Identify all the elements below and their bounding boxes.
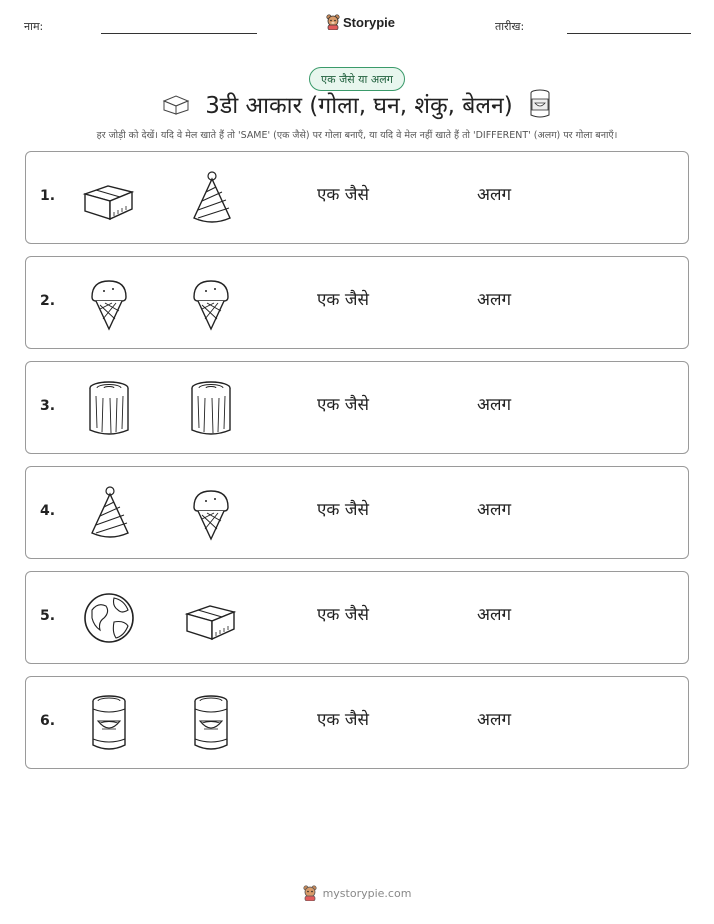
brand-name: Storypie xyxy=(343,14,396,30)
question-number: 3. xyxy=(40,398,56,414)
question-row-1 xyxy=(25,151,689,244)
footer xyxy=(0,885,714,901)
question-number: 5. xyxy=(40,608,56,624)
page-title: 3डी आकार (गोला, घन, शंकु, बेलन) xyxy=(205,93,513,119)
instructions: हर जोड़ी को देखें। यदि वे मेल खाते हैं तो 'SAME' (एक जैसे) पर गोला बनाएँ, या यदि वे मेल नहीं खाते हैं तो 'DIFFERENT' (अलग) पर गोला बनाएँ। xyxy=(96,130,618,141)
can-icon xyxy=(182,693,240,753)
question-row-6 xyxy=(25,676,689,769)
question-row-3 xyxy=(25,361,689,454)
party-hat-icon xyxy=(182,168,240,228)
box-icon xyxy=(182,588,240,648)
date-label: तारीख: xyxy=(495,20,525,33)
different-option[interactable]: अलग xyxy=(477,710,512,730)
party-hat-icon xyxy=(80,483,138,543)
question-row-4 xyxy=(25,466,689,559)
brand-logo xyxy=(326,14,395,30)
same-option[interactable]: एक जैसे xyxy=(317,395,369,415)
same-option[interactable]: एक जैसे xyxy=(317,710,369,730)
question-row-2 xyxy=(25,256,689,349)
different-option[interactable]: अलग xyxy=(477,290,512,310)
question-row-5 xyxy=(25,571,689,664)
same-option[interactable]: एक जैसे xyxy=(317,605,369,625)
bear-mascot-icon xyxy=(303,885,317,901)
box-icon xyxy=(80,168,138,228)
same-option[interactable]: एक जैसे xyxy=(317,290,369,310)
different-option[interactable]: अलग xyxy=(477,185,512,205)
can-icon xyxy=(527,88,553,120)
different-option[interactable]: अलग xyxy=(477,605,512,625)
worksheet-type-badge: एक जैसे या अलग xyxy=(309,67,405,91)
same-option[interactable]: एक जैसे xyxy=(317,500,369,520)
date-line[interactable] xyxy=(567,33,691,34)
globe-icon xyxy=(80,588,138,648)
different-option[interactable]: अलग xyxy=(477,500,512,520)
ice-cream-cone-icon xyxy=(182,483,240,543)
log-icon xyxy=(182,378,240,438)
question-number: 6. xyxy=(40,713,56,729)
ice-cream-cone-icon xyxy=(80,273,138,333)
name-line[interactable] xyxy=(101,33,257,34)
footer-url[interactable]: mystorypie.com xyxy=(322,886,412,900)
name-label: नाम: xyxy=(24,20,44,33)
question-number: 1. xyxy=(40,188,56,204)
can-icon xyxy=(80,693,138,753)
question-number: 2. xyxy=(40,293,56,309)
log-icon xyxy=(80,378,138,438)
same-option[interactable]: एक जैसे xyxy=(317,185,369,205)
cube-icon xyxy=(161,92,191,116)
bear-mascot-icon xyxy=(326,14,340,30)
question-number: 4. xyxy=(40,503,56,519)
ice-cream-cone-icon xyxy=(182,273,240,333)
title-row xyxy=(0,88,714,120)
different-option[interactable]: अलग xyxy=(477,395,512,415)
